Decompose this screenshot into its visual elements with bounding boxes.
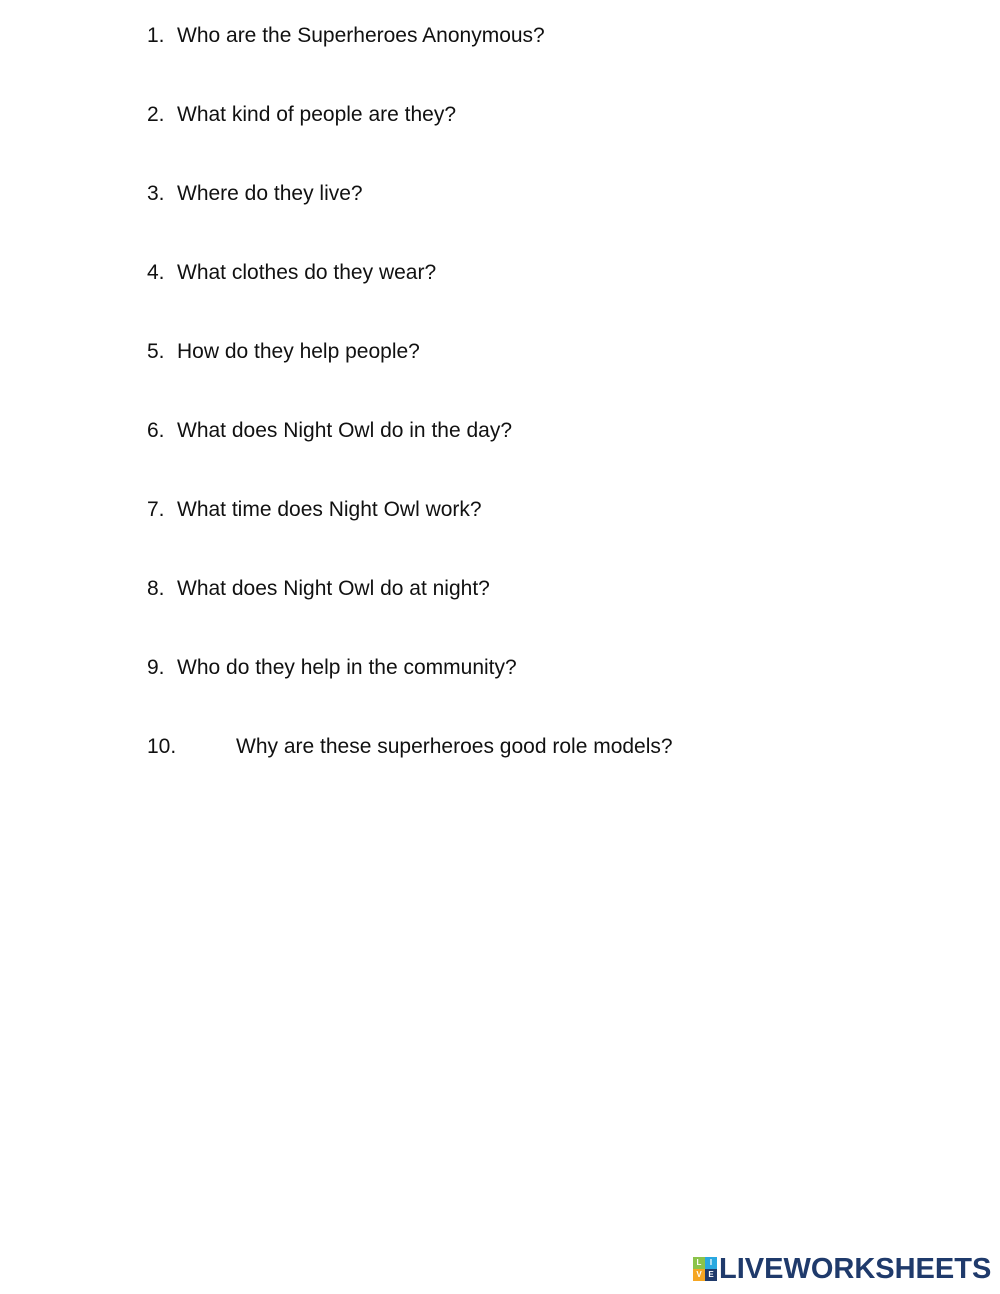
liveworksheets-logo: [693, 1254, 991, 1284]
question-text: What clothes do they wear?: [177, 261, 437, 284]
question-number: 8.: [147, 577, 165, 600]
question-number: 7.: [147, 498, 165, 521]
question-item: [147, 417, 673, 496]
question-number: 4.: [147, 261, 165, 284]
question-text: Who are the Superheroes Anonymous?: [177, 24, 545, 47]
question-number: 2.: [147, 103, 165, 126]
logo-mark-cell: L: [693, 1257, 705, 1269]
question-text: Where do they live?: [177, 182, 363, 205]
logo-mark-icon: [693, 1257, 717, 1281]
question-number: 10.: [147, 735, 177, 758]
question-list: [147, 22, 673, 812]
question-text: Why are these superheroes good role models?: [236, 735, 673, 758]
question-item: [147, 259, 673, 338]
logo-mark-cell: I: [705, 1257, 717, 1269]
question-number: 9.: [147, 656, 165, 679]
question-item: [147, 180, 673, 259]
question-item: [147, 101, 673, 180]
question-text: What does Night Owl do at night?: [177, 577, 490, 600]
question-text: Who do they help in the community?: [177, 656, 517, 679]
logo-text: LIVEWORKSHEETS: [719, 1253, 992, 1285]
question-text: What time does Night Owl work?: [177, 498, 482, 521]
logo-mark-cell: E: [705, 1269, 717, 1281]
question-text: What does Night Owl do in the day?: [177, 419, 513, 442]
question-item: [147, 338, 673, 417]
question-item: [147, 22, 673, 101]
question-text: How do they help people?: [177, 340, 420, 363]
question-item: [147, 654, 673, 733]
question-number: 1.: [147, 24, 165, 47]
question-item: [147, 496, 673, 575]
question-number: 3.: [147, 182, 165, 205]
question-number: 6.: [147, 419, 165, 442]
logo-mark-cell: V: [693, 1269, 705, 1281]
question-item: [147, 575, 673, 654]
question-number: 5.: [147, 340, 165, 363]
question-item: [147, 733, 673, 812]
question-text: What kind of people are they?: [177, 103, 457, 126]
